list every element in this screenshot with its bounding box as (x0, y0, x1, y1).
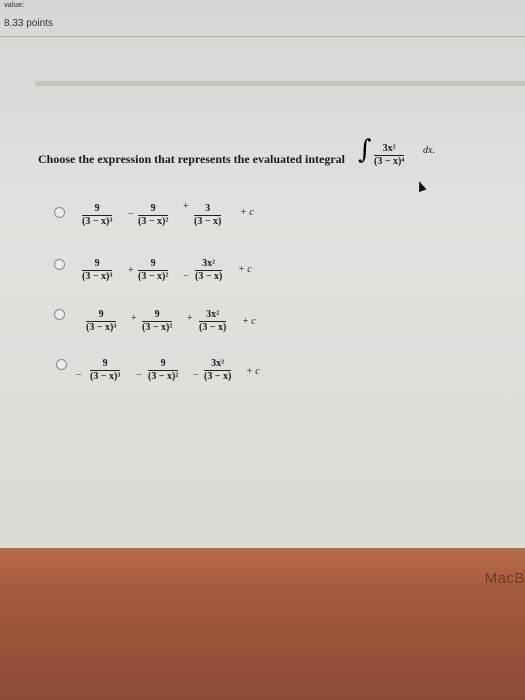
constant-c: + c (238, 264, 252, 275)
mouse-cursor-icon (416, 180, 427, 192)
denominator: (3 − x)² (138, 216, 169, 227)
operator: − (76, 370, 82, 381)
denominator: (3 − x)² (142, 322, 173, 333)
laptop-brand-label: MacB (484, 570, 525, 587)
constant-c: + c (246, 366, 260, 377)
term-fraction (90, 358, 120, 383)
term-fraction (194, 203, 221, 228)
term-fraction (138, 203, 168, 228)
numerator: 9 (94, 258, 100, 269)
numerator: 3x² (206, 309, 220, 320)
operator: − (136, 370, 142, 381)
numerator: 9 (98, 309, 104, 320)
constant-c: + c (242, 316, 256, 327)
section-divider (35, 81, 525, 86)
radio-button[interactable] (54, 207, 65, 218)
term-fraction (86, 309, 116, 334)
denominator: (3 − x) (195, 271, 223, 282)
operator: + (131, 313, 137, 324)
denominator: (3 − x) (194, 216, 222, 227)
term-fraction (142, 309, 172, 334)
numerator: 9 (94, 203, 100, 214)
term-fraction (148, 358, 178, 383)
operator: + (187, 313, 193, 324)
term-fraction (82, 203, 112, 228)
operator: + (183, 201, 189, 212)
denominator: (3 − x) (204, 371, 232, 382)
integrand-numerator: 3x² (382, 143, 396, 154)
constant-c: + c (240, 207, 254, 218)
denominator: (3 − x)² (148, 371, 179, 382)
operator: − (193, 370, 199, 381)
integrand-fraction (374, 143, 404, 168)
term-fraction (199, 309, 226, 334)
numerator: 3 (205, 203, 211, 214)
radio-button[interactable] (56, 359, 67, 370)
denominator: (3 − x) (199, 322, 227, 333)
numerator: 3x² (211, 358, 225, 369)
integrand-denominator: (3 − x)⁴ (374, 156, 405, 167)
header-divider (0, 36, 525, 37)
operator: − (128, 209, 134, 220)
numerator: 9 (154, 309, 160, 320)
numerator: 3x² (202, 258, 216, 269)
term-fraction (195, 258, 222, 283)
dx-label: dx. (423, 145, 435, 156)
denominator: (3 − x)³ (90, 371, 121, 382)
value-label: value: (4, 2, 25, 9)
radio-button[interactable] (54, 259, 65, 270)
operator: − (183, 271, 189, 282)
term-fraction (138, 258, 168, 283)
numerator: 9 (160, 358, 166, 369)
operator: + (128, 265, 134, 276)
denominator: (3 − x)³ (82, 216, 113, 227)
term-fraction (82, 258, 112, 283)
integral-sign: ∫ (358, 135, 372, 165)
laptop-bezel (0, 548, 525, 700)
denominator: (3 − x)³ (86, 322, 117, 333)
numerator: 9 (150, 258, 156, 269)
denominator: (3 − x)³ (82, 271, 113, 282)
numerator: 9 (150, 203, 156, 214)
term-fraction (204, 358, 231, 383)
numerator: 9 (102, 358, 108, 369)
radio-button[interactable] (54, 309, 65, 320)
question-text: Choose the expression that represents the evaluated integral (38, 152, 345, 166)
points-label: 8.33 points (4, 18, 53, 29)
denominator: (3 − x)² (138, 271, 169, 282)
